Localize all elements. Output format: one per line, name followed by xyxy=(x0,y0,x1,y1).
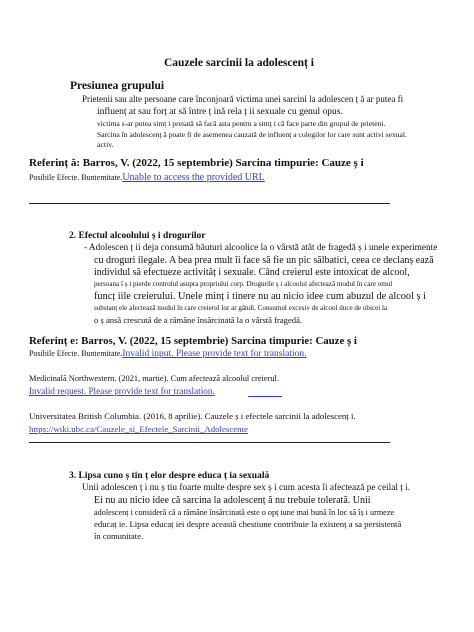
reference3-link[interactable]: https://wiki.ubc.ca/Cauzele_si_Efectele_Sarcinii_Adolescente xyxy=(29,424,248,434)
reference-prefix: Posibile Efecte. Buntemitate. xyxy=(29,349,123,358)
section1-line: Prietenii sau alte persoane care înconjoară victima unei sarcini la adolescen ț ă ar putea fi xyxy=(82,94,404,104)
section2-line: cu droguri ilegale. A bea prea mult îi face să fie un pic sălbatici, ceea ce declanș ează xyxy=(94,255,434,266)
reference2-link[interactable]: Invalid request. Please provide text for translation. xyxy=(29,386,215,396)
section2-reference-line xyxy=(29,350,306,360)
reference-link[interactable]: Unable to access the provided URL xyxy=(122,172,265,183)
section1-line: Sarcina în adolescenț ă poate fi de asemenea cauzată de influenț a colegilor lor care sunt activi sexual. xyxy=(97,130,407,139)
section1-reference-heading: Referinț ă: Barros, V. (2022, 15 septembrie) Sarcina timpurie: Cauze ș i xyxy=(29,157,364,169)
reference2-link-underline-extension xyxy=(248,396,282,397)
section1-line: activ. xyxy=(97,140,114,149)
section2-reference-heading: Referinț e: Barros, V. (2022, 15 septembrie) Sarcina timpurie: Cauze ș i xyxy=(29,335,357,347)
section1-heading: Presiunea grupului xyxy=(70,80,165,92)
reference-prefix: Posibile Efecte. Buntemitate. xyxy=(29,173,123,182)
section3-heading: 3. Lipsa cuno ș tin ț elor despre educa ț ia sexuală xyxy=(69,471,270,481)
section2-line: - Adolescen ț ii deja consumă băuturi alcoolice la o vârstă atât de fragedă ș i unele experimente xyxy=(84,243,438,253)
section1-divider xyxy=(29,203,390,204)
document-title: Cauzele sarcinii la adolescenț i xyxy=(164,57,314,69)
section1-reference-line xyxy=(29,173,265,183)
section3-line: în comunitate. xyxy=(94,531,144,541)
section2-reference2-line: Medicinală Northwestern. (2021, martie). Cum afectează alcoolul creierul. xyxy=(29,374,279,383)
section3-line: adolescenț i consideră că a rămâne însărcinată este o opț iune mai bună în loc să îș i urmeze xyxy=(94,508,395,517)
section2-line: substanț ele afectează modul în care creierul lor ar gândi. Consumul excesiv de alcool duce de obicei la xyxy=(94,304,388,312)
section3-line: educaț ie. Lipsa educaț iei despre această chestiune contribuie la existenț a sa persistentă xyxy=(94,519,402,529)
section2-divider xyxy=(29,442,390,443)
section1-line: influenț at sau forț at să între ț ină rela ț ii sexuale cu genul opus. xyxy=(97,107,343,117)
section2-heading: 2. Efectul alcoolului ș i drogurilor xyxy=(69,231,206,241)
section2-reference3-line: Universitatea British Columbia. (2016, 8 aprilie). Cauzele ș i efectele sarcinii la adolescenț i. xyxy=(29,411,356,421)
section3-line: Unii adolescen ț i nu ș tiu foarte multe despre sex ș i cum acesta îi afectează pe ceilal ț i. xyxy=(82,483,411,493)
section2-line: funcț iile creierului. Unele minț i tinere nu au nicio idee cum abuzul de alcool ș i xyxy=(94,291,426,302)
section2-line: persoana î ș i pierde controlul asupra propriului corp. Drogurile ș i alcoolul afectează modul în care omul xyxy=(94,280,393,288)
reference-link[interactable]: Invalid input. Please provide text for translation. xyxy=(122,349,307,359)
section2-line: o ș ansă crescută de a rămâne însărcinată la o vârstă fragedă. xyxy=(94,315,303,325)
section1-line: victima s-ar putea simț i presată să facă asta pentru a simț i că face parte din grupul de prieteni. xyxy=(97,119,386,128)
section2-line: individul să efectueze activităț i sexuale. Când creierul este intoxicat de alcool, xyxy=(94,267,410,278)
section3-line: Ei nu au nicio idee că sarcina la adolescenț ă nu trebuie tolerată. Unii xyxy=(94,495,371,506)
